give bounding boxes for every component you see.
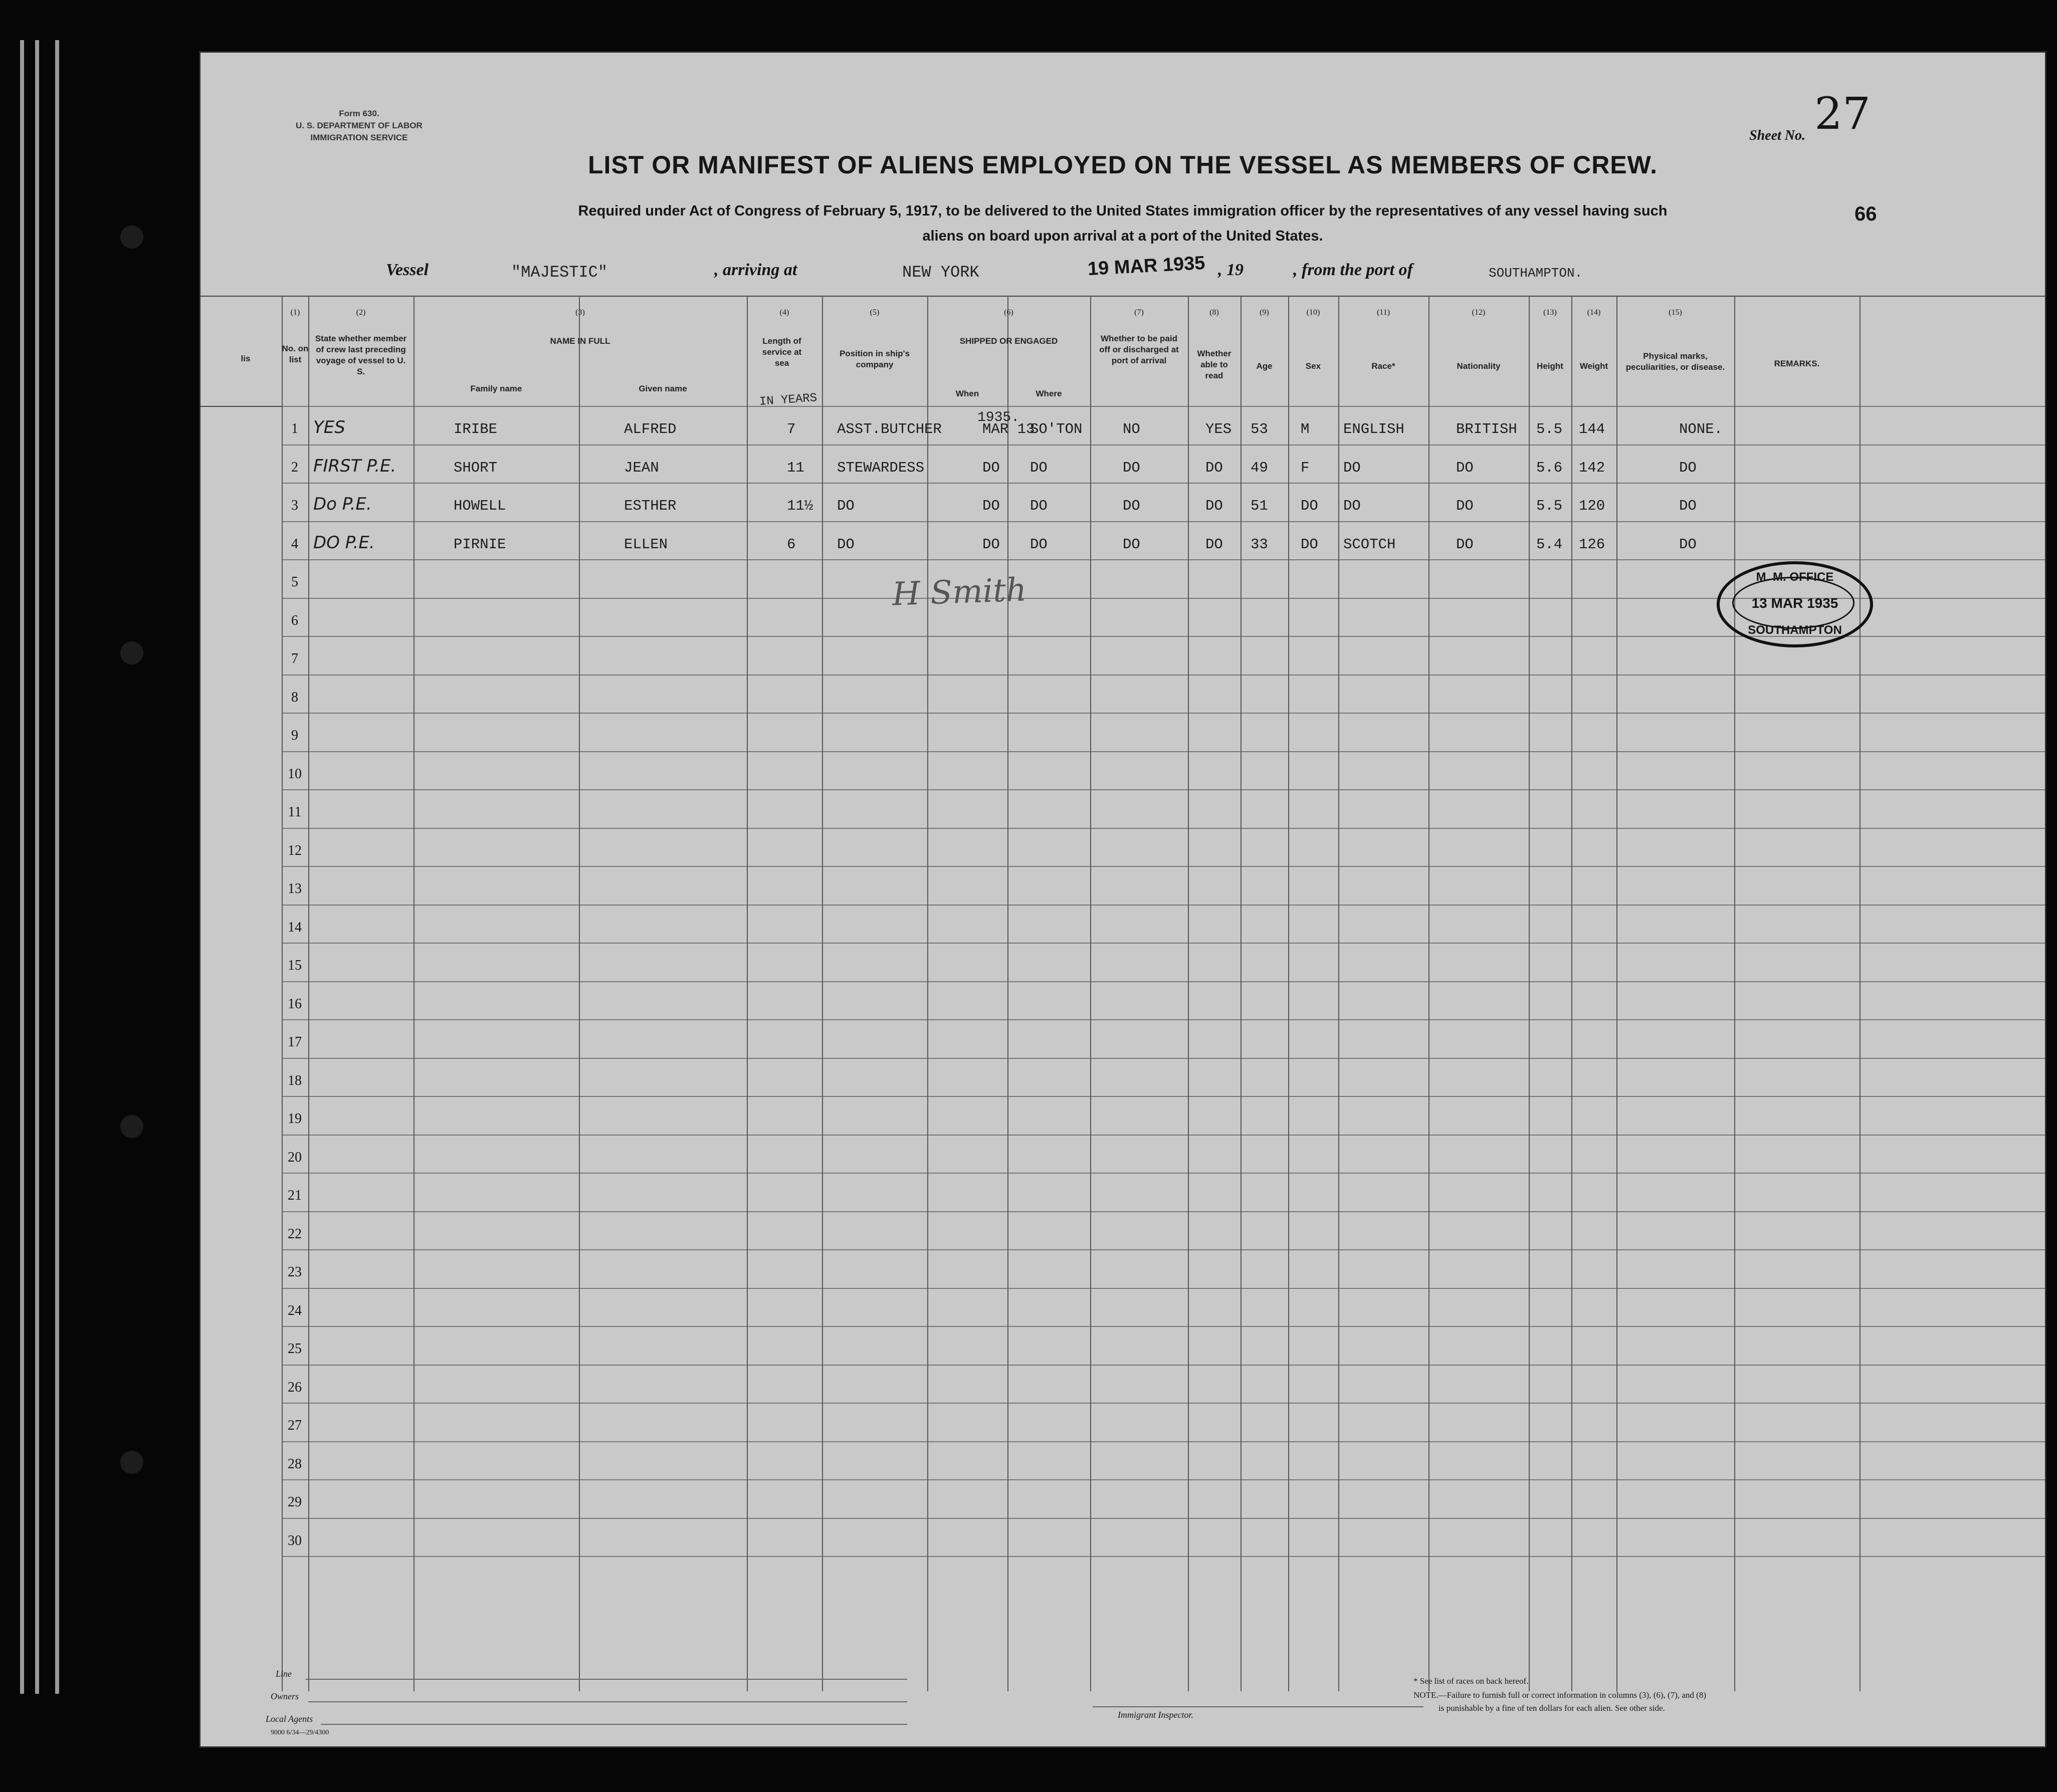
inspector-label: Immigrant Inspector.: [1118, 1710, 1193, 1720]
row-rule: [282, 521, 2045, 522]
cell-given: ALFRED: [624, 421, 677, 437]
cell-paid-off: NO: [1123, 421, 1140, 437]
row-rule: [282, 1326, 2045, 1327]
cell-sex: DO: [1301, 498, 1318, 514]
cell-given: ESTHER: [624, 498, 677, 514]
row-rule: [282, 1096, 2045, 1097]
col-num-10: (10): [1306, 308, 1320, 317]
cell-race: DO: [1343, 460, 1361, 476]
row-number: 9: [291, 728, 298, 743]
cell-prev: FIRST P.E.: [313, 456, 396, 476]
column-rule: [1338, 296, 1339, 1691]
row-number: 8: [291, 690, 298, 705]
cell-paid-off: DO: [1123, 460, 1140, 476]
arriving-label: , arriving at: [714, 261, 797, 279]
col-label-family-name: Family name: [470, 384, 522, 393]
row-number: 27: [288, 1418, 302, 1433]
row-rule: [282, 1249, 2045, 1250]
year-shipped-note: 1935.: [977, 410, 1020, 425]
form-number: Form 630.: [339, 109, 379, 118]
row-number: 24: [288, 1303, 302, 1318]
subtitle-line-2: aliens on board upon arrival at a port of the United States.: [922, 228, 1323, 244]
col-label-prev-voyage: State whether member of crew last preceding voyage of vessel to U. S.: [315, 334, 407, 376]
row-number: 25: [288, 1341, 302, 1357]
row-rule: [282, 905, 2045, 906]
row-number: 19: [288, 1111, 302, 1127]
cell-nationality: DO: [1456, 498, 1474, 514]
footer-owners-rule: [308, 1701, 907, 1702]
row-rule: [282, 1135, 2045, 1136]
row-rule: [282, 866, 2045, 867]
row-rule: [282, 675, 2045, 676]
subtitle-line-1: Required under Act of Congress of February 5, 1917, to be delivered to the United States immigration officer by the representatives of any vessel having such: [578, 203, 1668, 219]
cell-nationality: DO: [1456, 460, 1474, 476]
col-label-when: When: [955, 389, 979, 398]
row-rule: [282, 789, 2045, 790]
row-rule: [282, 559, 2045, 560]
column-rule: [308, 296, 309, 1691]
inspector-rule: [1093, 1706, 1423, 1707]
cell-paid-off: DO: [1123, 536, 1140, 553]
row-number: 18: [288, 1073, 302, 1088]
col-label-sex: Sex: [1305, 361, 1321, 371]
column-rule: [1288, 296, 1289, 1691]
cell-service: 11: [787, 460, 804, 476]
year-label: , 19: [1218, 261, 1244, 279]
punch-hole: [120, 641, 143, 664]
cell-sex: DO: [1301, 536, 1318, 553]
stamp-date: 13 MAR 1935: [1751, 595, 1838, 611]
cell-race: SCOTCH: [1343, 536, 1396, 553]
col-num-4: (4): [779, 308, 789, 317]
footer-agents-rule: [321, 1724, 907, 1725]
cell-where: SO'TON: [1030, 421, 1083, 437]
cell-given: JEAN: [624, 460, 659, 476]
footer-note-line-1: NOTE.—Failure to furnish full or correct information in columns (3), (6), (7), and (8): [1413, 1690, 1706, 1700]
column-rule: [282, 296, 283, 1691]
row-number: 23: [288, 1264, 302, 1280]
column-rule: [1007, 296, 1008, 1691]
cell-marks: NONE.: [1679, 421, 1723, 437]
col-label-read: Whether able to read: [1197, 349, 1231, 380]
col-label-name: NAME IN FULL: [550, 336, 610, 346]
cell-when: MAR 13: [982, 421, 1035, 437]
punch-hole: [120, 1115, 143, 1138]
row-number: 2: [291, 460, 298, 475]
col-label-given-name: Given name: [639, 384, 687, 393]
col-label-paid-off: Whether to be paid off or discharged at port of arrival: [1099, 334, 1179, 365]
column-rule: [1241, 296, 1242, 1691]
cell-position: DO: [837, 536, 855, 553]
row-number: 22: [288, 1226, 302, 1242]
column-rule: [1571, 296, 1572, 1691]
col-label-shipped: SHIPPED OR ENGAGED: [959, 336, 1058, 346]
cell-service: 7: [787, 421, 796, 437]
column-rule: [414, 296, 415, 1691]
cell-nationality: BRITISH: [1456, 421, 1517, 437]
cell-family: IRIBE: [454, 421, 498, 437]
col-label-remarks: REMARKS.: [1774, 359, 1820, 368]
row-number: 13: [288, 881, 302, 897]
cell-position: DO: [837, 498, 855, 514]
column-rule: [822, 296, 823, 1691]
cell-position: STEWARDESS: [837, 460, 925, 476]
cell-age: 33: [1251, 536, 1268, 553]
footer-owners-label: Owners: [271, 1691, 299, 1701]
col-label-physical-marks: Physical marks, peculiarities, or disease.: [1625, 351, 1725, 372]
col-label-race: Race*: [1371, 361, 1395, 371]
col-num-14: (14): [1587, 308, 1601, 317]
cell-when: DO: [982, 536, 1000, 553]
cell-prev: YES: [313, 417, 345, 437]
row-number: 30: [288, 1533, 302, 1548]
footer-line-rule: [306, 1679, 907, 1680]
row-rule: [282, 1479, 2045, 1480]
col-label-height: Height: [1537, 361, 1563, 371]
cell-race: DO: [1343, 498, 1361, 514]
cell-weight: 120: [1579, 498, 1605, 514]
col-num-15: (15): [1669, 308, 1682, 317]
row-rule: [282, 828, 2045, 829]
row-rule: [282, 406, 2045, 407]
arriving-port: NEW YORK: [902, 263, 979, 282]
row-rule: [282, 713, 2045, 714]
row-rule: [282, 444, 2045, 445]
row-rule: [282, 1441, 2045, 1442]
cell-where: DO: [1030, 460, 1048, 476]
cell-family: SHORT: [454, 460, 498, 476]
row-number: 11: [288, 804, 302, 820]
col-label-where: Where: [1036, 389, 1062, 398]
cell-family: PIRNIE: [454, 536, 506, 553]
column-rule: [1734, 296, 1735, 1691]
row-rule: [282, 1288, 2045, 1289]
row-rule: [282, 1403, 2045, 1404]
cell-age: 53: [1251, 421, 1268, 437]
column-rule: [1616, 296, 1617, 1691]
row-rule: [282, 1173, 2045, 1174]
cell-age: 51: [1251, 498, 1268, 514]
cell-when: DO: [982, 460, 1000, 476]
cell-service: 11½: [787, 498, 813, 514]
punch-hole: [120, 226, 143, 249]
row-rule: [282, 981, 2045, 982]
row-number: 29: [288, 1494, 302, 1510]
cell-weight: 126: [1579, 536, 1605, 553]
service-unit-note: IN YEARS: [759, 391, 818, 409]
footer-agents-label: Local Agents: [266, 1714, 313, 1724]
cell-given: ELLEN: [624, 536, 668, 553]
col-num-8: (8): [1209, 308, 1219, 317]
vessel-name: "MAJESTIC": [511, 263, 608, 282]
cell-position: ASST.BUTCHER: [837, 421, 942, 437]
column-rule: [1090, 296, 1091, 1691]
cell-sex: F: [1301, 460, 1310, 476]
cell-where: DO: [1030, 498, 1048, 514]
col-label-list-no: No. on list: [282, 344, 309, 364]
row-number: 26: [288, 1380, 302, 1395]
col-label-age: Age: [1256, 361, 1273, 371]
cell-when: DO: [982, 498, 1000, 514]
stamp-bottom-text: SOUTHAMPTON: [1748, 623, 1842, 637]
binder-edge: [55, 40, 59, 1694]
sheet-label: Sheet No.: [1749, 128, 1805, 143]
cell-marks: DO: [1679, 536, 1697, 553]
column-rule: [579, 296, 580, 1691]
cell-height: 5.5: [1536, 498, 1563, 514]
col-num-7: (7): [1134, 308, 1144, 317]
binder-edge: [20, 40, 24, 1694]
cell-age: 49: [1251, 460, 1268, 476]
cell-prev: Do P.E.: [313, 494, 372, 514]
row-rule: [282, 1058, 2045, 1059]
row-number: 6: [291, 613, 298, 628]
row-number: 1: [291, 421, 298, 436]
cell-weight: 144: [1579, 421, 1605, 437]
row-number: 14: [288, 920, 302, 935]
column-rule: [1529, 296, 1530, 1691]
col-num-2: (2): [356, 308, 366, 317]
form-department: U. S. DEPARTMENT OF LABOR: [296, 121, 423, 130]
form-identifier: [296, 108, 423, 144]
row-rule: [282, 1019, 2045, 1020]
column-rule: [1428, 296, 1429, 1691]
footer-note-line-2: is punishable by a fine of ten dollars for each alien. See other side.: [1438, 1703, 1665, 1713]
cell-marks: DO: [1679, 460, 1697, 476]
manifest-sheet: [200, 53, 2045, 1746]
row-number: 12: [288, 843, 302, 858]
col-num-13: (13): [1543, 308, 1557, 317]
footer-line-label: Line: [276, 1669, 292, 1679]
row-number: 10: [288, 766, 302, 782]
col-num-5: (5): [870, 308, 880, 317]
row-rule: [282, 1556, 2045, 1557]
column-rule: [927, 296, 928, 1691]
cell-read: YES: [1205, 421, 1232, 437]
cell-family: HOWELL: [454, 498, 506, 514]
row-number: 15: [288, 958, 302, 973]
cell-weight: 142: [1579, 460, 1605, 476]
col-num-1: (1): [290, 308, 300, 317]
punch-hole: [120, 1451, 143, 1474]
column-rule: [1860, 296, 1861, 1691]
inspector-signature: H Smith: [891, 571, 1027, 613]
row-number: 3: [291, 498, 298, 513]
column-rule: [1188, 296, 1189, 1691]
col-label-service: Length of service at sea: [762, 336, 802, 368]
mm-office-stamp: [1717, 561, 1873, 647]
row-rule: [282, 1365, 2045, 1366]
col-label-nationality: Nationality: [1457, 361, 1501, 371]
cell-read: DO: [1205, 498, 1223, 514]
col-label-position: Position in ship's company: [839, 349, 910, 369]
col-label-weight: Weight: [1579, 361, 1608, 371]
row-number: 16: [288, 996, 302, 1012]
row-number: 28: [288, 1456, 302, 1472]
col-num-11: (11): [1376, 308, 1390, 317]
cell-marks: DO: [1679, 498, 1697, 514]
col-num-3: (3): [575, 308, 585, 317]
col-label-lis: lis: [241, 354, 251, 363]
row-number: 4: [291, 536, 298, 552]
binder-edge: [35, 40, 39, 1694]
cell-nationality: DO: [1456, 536, 1474, 553]
cell-read: DO: [1205, 536, 1223, 553]
stamp-top-text: M. M. OFFICE: [1756, 570, 1834, 584]
row-rule: [282, 1211, 2045, 1212]
row-number: 21: [288, 1188, 302, 1203]
col-num-12: (12): [1472, 308, 1486, 317]
vessel-label: Vessel: [386, 261, 429, 279]
cell-where: DO: [1030, 536, 1048, 553]
row-number: 7: [291, 651, 298, 666]
column-rule: [747, 296, 748, 1691]
page-title: LIST OR MANIFEST OF ALIENS EMPLOYED ON THE VESSEL AS MEMBERS OF CREW.: [588, 151, 1658, 179]
form-service: IMMIGRATION SERVICE: [310, 133, 408, 142]
row-rule: [282, 1518, 2045, 1519]
footer-races-note: * See list of races on back hereof.: [1413, 1676, 1529, 1686]
col-num-6: (6): [1004, 308, 1013, 317]
col-num-9: (9): [1260, 308, 1269, 317]
row-rule: [282, 483, 2045, 484]
row-rule: [282, 751, 2045, 752]
table-top-rule: [200, 296, 2045, 297]
cell-read: DO: [1205, 460, 1223, 476]
sheet-number: 27: [1814, 88, 1871, 139]
page-number: 66: [1855, 203, 1877, 225]
row-number: 5: [291, 574, 298, 590]
cell-race: ENGLISH: [1343, 421, 1404, 437]
cell-service: 6: [787, 536, 796, 553]
cell-height: 5.6: [1536, 460, 1563, 476]
from-port: SOUTHAMPTON.: [1489, 266, 1583, 281]
cell-sex: M: [1301, 421, 1310, 437]
row-number: 20: [288, 1150, 302, 1165]
row-number: 17: [288, 1034, 302, 1050]
row-rule: [282, 943, 2045, 944]
cell-height: 5.5: [1536, 421, 1563, 437]
from-label: , from the port of: [1293, 261, 1413, 279]
cell-paid-off: DO: [1123, 498, 1140, 514]
cell-height: 5.4: [1536, 536, 1563, 553]
date-stamp: 19 MAR 1935: [1087, 252, 1206, 280]
cell-prev: DO P.E.: [313, 533, 375, 553]
footer-print-code: 9000 6/34—29/4300: [271, 1729, 329, 1736]
